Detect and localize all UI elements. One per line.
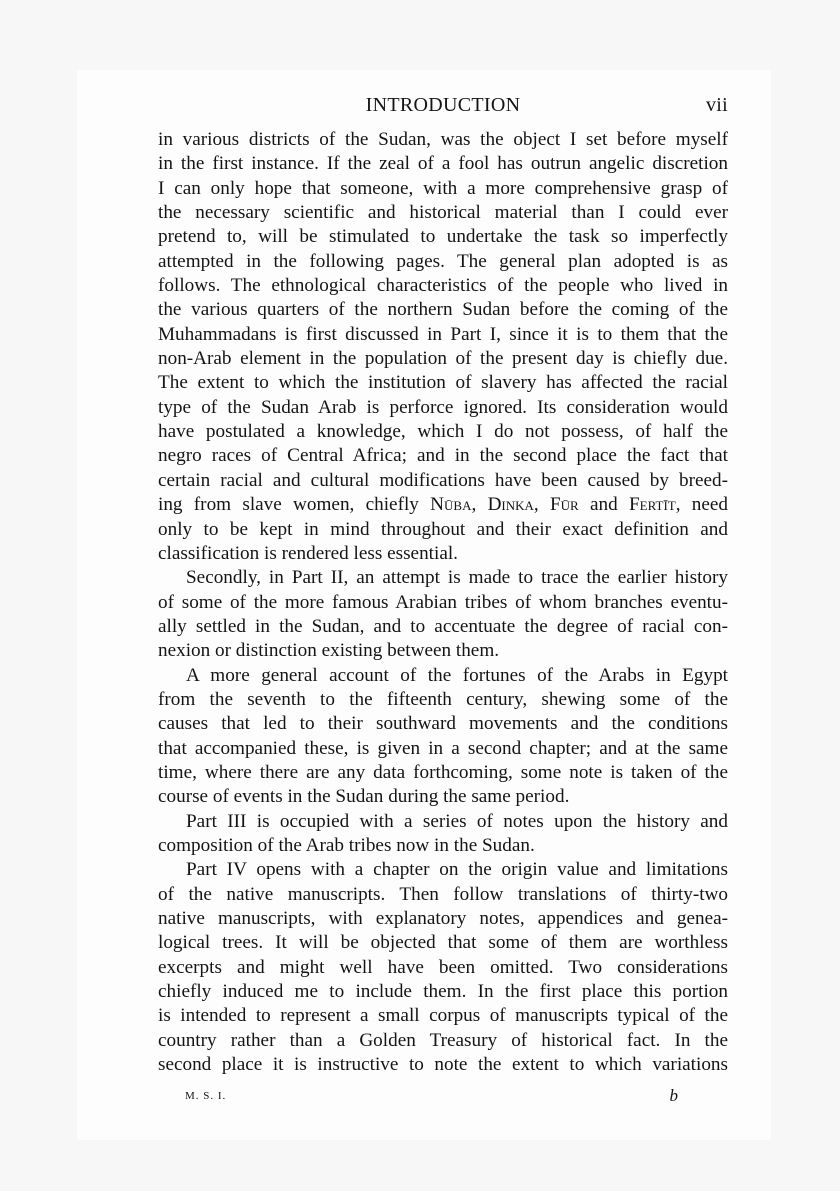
running-head [158, 94, 728, 120]
text-line: ally settled in the Sudan, and to accentuate the degree of racial con- [158, 615, 728, 637]
text-line: the necessary scientific and historical material than I could ever [158, 202, 728, 224]
tribe-name-nuba: Nūba [430, 494, 472, 516]
text-line: is intended to represent a small corpus of manuscripts typical of the [158, 1005, 728, 1027]
text-line: logical trees. It will be objected that some of them are worthless [158, 932, 728, 954]
text-line: causes that led to their southward movements and the conditions [158, 713, 728, 735]
text-line: excerpts and might well have been omitted. Two considerations [158, 956, 728, 978]
text-line: follows. The ethnological characteristics of the people who lived in [158, 275, 728, 297]
text-line: course of events in the Sudan during the same period. [158, 786, 570, 808]
text-line: in various districts of the Sudan, was the object I set before myself [158, 129, 728, 150]
text-line: pretend to, will be stimulated to undertake the task so imperfectly [158, 226, 728, 248]
text-line: I can only hope that someone, with a more comprehensive grasp of [158, 177, 728, 199]
text-line-small-caps [158, 493, 728, 517]
text-line: The extent to which the institution of slavery has affected the racial [158, 372, 728, 394]
text-line: certain racial and cultural modifications have been caused by breed- [158, 469, 728, 491]
gathering-letter: b [669, 1086, 678, 1105]
running-head-title: INTRODUCTION [365, 94, 521, 116]
text-line: have postulated a knowledge, which I do not possess, of half the [158, 421, 728, 443]
text-line: attempted in the following pages. The general plan adopted is as [158, 250, 728, 272]
text-line: non-Arab element in the population of the present day is chiefly due. [158, 348, 728, 370]
text-line: country rather than a Golden Treasury of historical fact. In the [158, 1029, 728, 1051]
tribe-name-fertit: Fertīt [629, 494, 676, 516]
text-line: chiefly induced me to include them. In the first place this portion [158, 981, 728, 1003]
text-line: native manuscripts, with explanatory notes, appendices and genea- [158, 908, 728, 929]
signature-mark: M. S. I. [185, 1090, 227, 1102]
paragraph-start-line: Part III is occupied with a series of notes upon the history and [186, 810, 728, 832]
tribe-name-dinka: Dinka [487, 494, 534, 516]
text-line: only to be kept in mind throughout and their exact definition and [158, 518, 728, 540]
page-number: vii [705, 94, 728, 116]
paragraph-start-line: Secondly, in Part II, an attempt is made to trace the earlier history [186, 567, 728, 589]
text-line: in the first instance. If the zeal of a fool has outrun angelic discretion [158, 153, 728, 175]
text-line: classification is rendered less essential. [158, 542, 458, 564]
text-fragment: , need [675, 494, 729, 516]
text-line: from the seventh to the fifteenth century, shewing some of the [158, 688, 728, 710]
tribe-name-fur: Fūr [550, 494, 579, 516]
text-fragment: , [471, 494, 488, 516]
paragraph-start-line: A more general account of the fortunes of the Arabs in Egypt [186, 664, 728, 686]
text-line: composition of the Arab tribes now in the Sudan. [158, 834, 535, 856]
body-text [158, 128, 728, 1077]
paragraph-start-line: Part IV opens with a chapter on the origin value and limitations [186, 859, 728, 881]
text-line: second place it is instructive to note the extent to which variations [158, 1054, 728, 1076]
text-line: time, where there are any data forthcoming, some note is taken of the [158, 761, 728, 783]
text-fragment: and [578, 494, 629, 516]
text-line: nexion or distinction existing between them. [158, 640, 500, 662]
text-fragment: , [533, 494, 550, 516]
page-footer [158, 1086, 728, 1108]
text-fragment: ing from slave women, chiefly [158, 494, 431, 516]
text-line: Muhammadans is first discussed in Part I, since it is to them that the [158, 323, 728, 345]
text-line: the various quarters of the northern Sudan before the coming of the [158, 299, 728, 321]
text-line: of some of the more famous Arabian tribes of whom branches eventu- [158, 591, 728, 613]
text-line: that accompanied these, is given in a second chapter; and at the same [158, 737, 728, 759]
text-line: type of the Sudan Arab is perforce ignored. Its consideration would [158, 396, 728, 418]
text-line: of the native manuscripts. Then follow translations of thirty-two [158, 883, 728, 905]
text-line: negro races of Central Africa; and in the second place the fact that [158, 445, 728, 467]
